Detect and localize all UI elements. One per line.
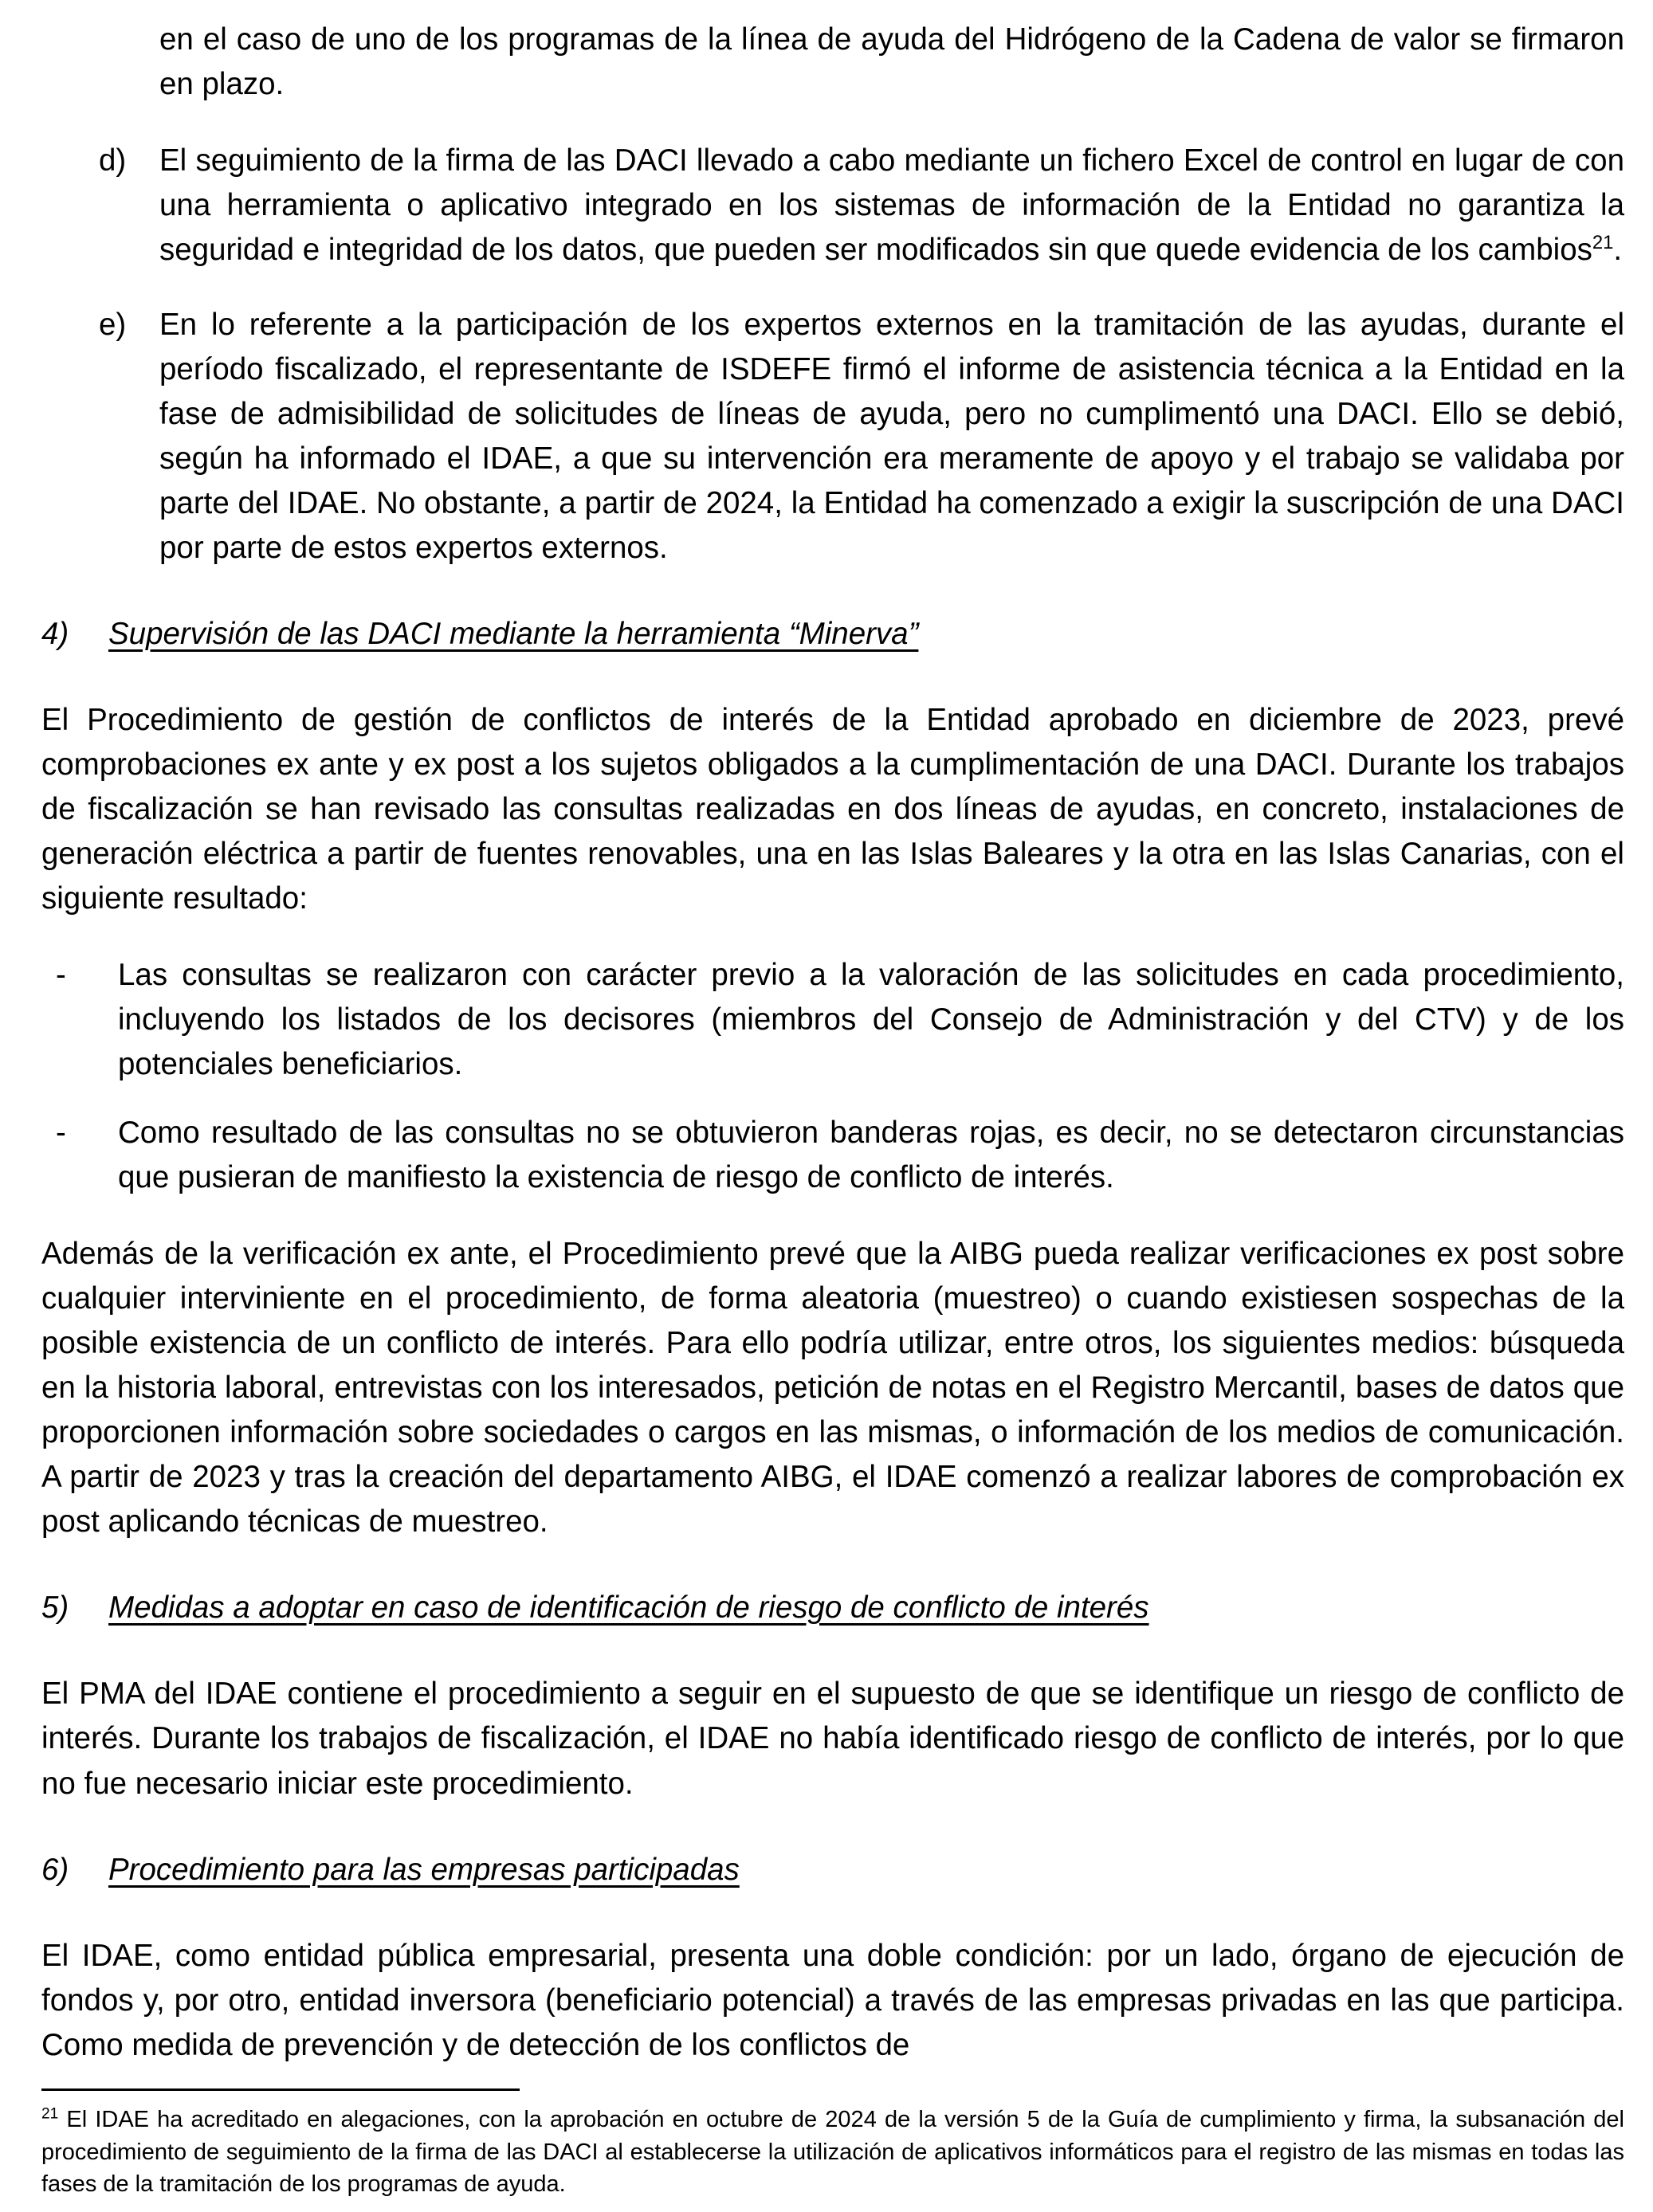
page-body: [41, 18, 1624, 2068]
section-number-6: 6): [41, 1852, 69, 1887]
bullet-item-2: [41, 1111, 1624, 1200]
section-number-5: 5): [41, 1590, 69, 1626]
section-title-4: Supervisión de las DACI mediante la herramienta “Minerva”: [108, 617, 919, 652]
bullet-item-1: [41, 953, 1624, 1087]
bullet-marker-2: -: [56, 1116, 66, 1151]
bullet-item-1-text: Las consultas se realizaron con carácter previo a la valoración de las solicitudes en cada procedimiento, incluyendo los listados de los decisores (miembros del Consejo de Administración y del CTV) y de los potenciales beneficiarios.: [118, 958, 1624, 1082]
section-heading-5: [41, 1586, 1624, 1630]
list-item-e: [41, 303, 1624, 571]
lettered-list: [41, 139, 1624, 571]
bullet-item-2-text: Como resultado de las consultas no se obtuvieron banderas rojas, es decir, no se detectaron circunstancias que pusieran de manifiesto la existencia de riesgo de conflicto de interés.: [118, 1116, 1624, 1195]
footnote-21: [41, 2104, 1624, 2201]
section-4-bullet-list: [41, 953, 1624, 1200]
list-marker-e: e): [99, 308, 127, 343]
section-6-paragraph: El IDAE, como entidad pública empresarial, presenta una doble condición: por un lado, órgano de ejecución de fondos y, por otro, entidad inversora (beneficiario potencial) a través de las empresas privadas en las que participa. Como medida de prevención y de detección de los conflictos de: [41, 1938, 1624, 2062]
section-heading-6: [41, 1848, 1624, 1892]
footnote-separator-rule: [41, 2088, 520, 2091]
section-4-intro-paragraph: El Procedimiento de gestión de conflictos de interés de la Entidad aprobado en diciembre de 2023, prevé comprobaciones ex ante y ex post a los sujetos obligados a la cumplimentación de una DACI. Durante los trabajos de fiscalización se han revisado las consultas realizadas en dos líneas de ayudas, en concreto, instalaciones de generación eléctrica a partir de fuentes renovables, una en las Islas Baleares y la otra en las Islas Canarias, con el siguiente resultado:: [41, 703, 1624, 916]
section-title-6: Procedimiento para las empresas participadas: [108, 1852, 740, 1887]
list-marker-d: d): [99, 143, 127, 178]
section-title-5: Medidas a adoptar en caso de identificación de riesgo de conflicto de interés: [108, 1590, 1149, 1626]
section-heading-4: [41, 612, 1624, 657]
bullet-marker-1: -: [56, 958, 66, 993]
list-item-e-text: En lo referente a la participación de los expertos externos en la tramitación de las ayudas, durante el período fiscalizado, el representante de ISDEFE firmó el informe de asistencia técnica a la Entidad en la fase de admisibilidad de solicitudes de líneas de ayuda, pero no cumplimentó una DACI. Ello se debió, según ha informado el IDAE, a que su intervención era meramente de apoyo y el trabajo se validaba por parte del IDAE. No obstante, a partir de 2024, la Entidad ha comenzado a exigir la suscripción de una DACI por parte de estos expertos externos.: [159, 308, 1624, 566]
footnote-block: [41, 2088, 1624, 2201]
list-item-d-text-tail: .: [1613, 233, 1623, 268]
continued-paragraph: en el caso de uno de los programas de la línea de ayuda del Hidrógeno de la Cadena de valor se firmaron en plazo.: [159, 22, 1624, 102]
list-item-d: [41, 139, 1624, 273]
section-number-4: 4): [41, 617, 69, 652]
section-5-paragraph: El PMA del IDAE contiene el procedimiento a seguir en el supuesto de que se identifique un riesgo de conflicto de interés. Durante los trabajos de fiscalización, el IDAE no había identificado riesgo de conflicto de interés, por lo que no fue necesario iniciar este procedimiento.: [41, 1677, 1624, 1801]
footnote-reference-21[interactable]: 21: [1592, 232, 1614, 254]
footnote-number-21: 21: [41, 2105, 59, 2123]
section-4-closing-paragraph: Además de la verificación ex ante, el Procedimiento prevé que la AIBG pueda realizar verificaciones ex post sobre cualquier interviniente en el procedimiento, de forma aleatoria (muestreo) o cuando existiesen sospechas de la posible existencia de un conflicto de interés. Para ello podría utilizar, entre otros, los siguientes medios: búsqueda en la historia laboral, entrevistas con los interesados, petición de notas en el Registro Mercantil, bases de datos que proporcionen información sobre sociedades o cargos en las mismas, o información de los medios de comunicación. A partir de 2023 y tras la creación del departamento AIBG, el IDAE comenzó a realizar labores de comprobación ex post aplicando técnicas de muestreo.: [41, 1237, 1624, 1539]
list-item-d-text: El seguimiento de la firma de las DACI llevado a cabo mediante un fichero Excel de control en lugar de con una herramienta o aplicativo integrado en los sistemas de información de la Entidad no garantiza la seguridad e integridad de los datos, que pueden ser modificados sin que quede evidencia de los cambios: [159, 143, 1624, 268]
footnote-21-text: El IDAE ha acreditado en alegaciones, con la aprobación en octubre de 2024 de la versión 5 de la Guía de cumplimiento y firma, la subsanación del procedimiento de seguimiento de la firma de las DACI al establecerse la utilización de aplicativos informáticos para el registro de las mismas en todas las fases de la tramitación de los programas de ayuda.: [41, 2107, 1624, 2198]
